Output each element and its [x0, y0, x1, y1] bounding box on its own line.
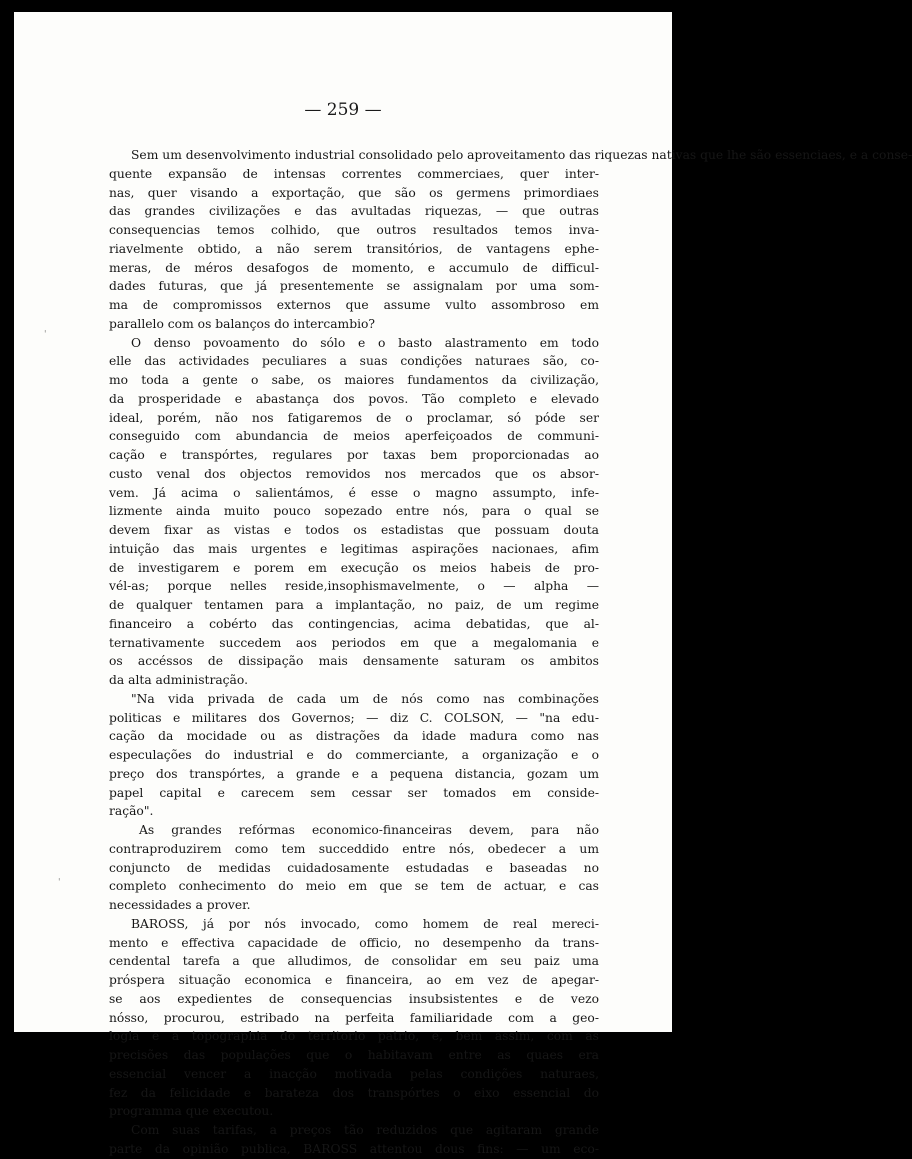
text-line: de qualquer tentamen para a implantação, no paiz, de um regime	[109, 598, 599, 612]
text-line: da alta administração.	[109, 673, 248, 687]
text-line: parte da opinião publica, BAROSS attentou dous fins: — um eco-	[109, 1141, 599, 1156]
text-line: preço dos transpórtes, a grande e a pequena distancia, gozam um	[109, 766, 599, 781]
text-line: parallelo com os balanços do intercambio?	[109, 316, 375, 331]
margin-mark: '	[44, 330, 47, 340]
text-line: conjuncto de medidas cuidadosamente estudadas e baseadas no	[109, 860, 599, 875]
text-line: custo venal dos objectos removidos nos mercados que os absor-	[109, 466, 599, 481]
margin-mark: '	[58, 878, 61, 888]
text-line: essencial vencer a inacção motivada pelas condições naturaes,	[109, 1066, 599, 1081]
text-line: cação e transpórtes, regulares por taxas bem proporcionadas ao	[109, 448, 599, 462]
text-line: especulações do industrial e do commerciante, a organização e o	[109, 748, 599, 762]
text-line: O denso povoamento do sólo e o basto alastramento em todo	[131, 335, 599, 350]
text-line: se aos expedientes de consequencias insubsistentes e de vezo	[109, 991, 599, 1006]
text-line: Com suas tarifas, a preços tão reduzidos que agitaram grande	[131, 1123, 599, 1137]
text-line: das grandes civilizações e das avultadas riquezas, — que outras	[109, 204, 599, 219]
text-line: necessidades a prover.	[109, 898, 251, 912]
text-line: consequencias temos colhido, que outros resultados temos inva-	[109, 223, 599, 237]
text-line: intuição das mais urgentes e legitimas aspirações nacionaes, afim	[109, 541, 599, 556]
text-line: quente expansão de intensas correntes commerciaes, quer inter-	[109, 166, 599, 181]
text-line: programma que executou.	[109, 1104, 274, 1119]
text-line: os accéssos de dissipação mais densamente saturam os ambitos	[109, 654, 599, 669]
text-line: da prosperidade e abastança dos povos. Tão completo e elevado	[109, 391, 599, 406]
text-line: elle das actividades peculiares a suas condições naturaes são, co-	[109, 354, 599, 369]
text-line: ternativamente succedem aos periodos em que a megalomania e	[109, 635, 599, 650]
text-line: As grandes refórmas economico-financeiras devem, para não	[139, 823, 599, 837]
text-line: cação da mocidade ou as distrações da idade madura como nas	[109, 729, 599, 744]
text-line: mento e effectiva capacidade de officio, no desempenho da trans-	[109, 935, 599, 950]
text-line: papel capital e carecem sem cessar ser tomados em conside-	[109, 785, 599, 800]
text-line: "Na vida privada de cada um de nós como nas combinações	[131, 691, 599, 706]
text-line: dades futuras, que já presentemente se assignalam por uma som-	[109, 279, 599, 294]
text-line: devem fixar as vistas e todos os estadistas que possuam douta	[109, 523, 599, 537]
text-line: conseguido com abundancia de meios aperfeiçoados de communi-	[109, 429, 599, 444]
text-line: nósso, procurou, estribado na perfeita familiaridade com a geo-	[109, 1010, 599, 1025]
text-line: ma de compromissos externos que assume vulto assombroso em	[109, 298, 599, 312]
book-page	[14, 12, 912, 1156]
text-line: precisões das populações que o habitavam entre as quaes era	[109, 1048, 599, 1062]
text-line: ração".	[109, 804, 154, 819]
text-line: fez da felicidade e barateza dos transpórtes o eixo essencial do	[109, 1085, 599, 1100]
text-line: completo conhecimento do meio em que se tem de actuar, e cas	[109, 879, 599, 894]
text-line: meras, de méros desafogos de momento, e accumulo de difficul-	[109, 260, 599, 275]
text-line: vem. Já acima o salientámos, é esse o magno assumpto, infe-	[109, 485, 599, 500]
page-number: — 259 —	[304, 100, 382, 120]
text-line: próspera situação economica e financeira, ao em vez de apegar-	[109, 973, 599, 987]
text-line: logia e a topographia do territorio patrio, e, bem assim, com as	[109, 1029, 599, 1044]
text-line: riavelmente obtido, a não serem transitórios, de vantagens ephe-	[109, 241, 599, 256]
text-line: politicas e militares dos Governos; — diz C. COLSON, — "na edu-	[109, 710, 599, 725]
text-line: Sem um desenvolvimento industrial consolidado pelo aproveitamento das riquezas nativas que lhe são essenciaes, e a conse-	[131, 148, 912, 162]
text-line: nas, quer visando a exportação, que são os germens primordiaes	[109, 185, 599, 200]
text-line: lizmente ainda muito pouco sopezado entre nós, para o qual se	[109, 504, 599, 519]
text-line: vél-as; porque nelles reside,insophismavelmente, o — alpha —	[109, 579, 599, 594]
text-line: cendental tarefa a que alludimos, de consolidar em seu paiz uma	[109, 954, 599, 969]
text-line: financeiro a cobérto das contingencias, acima debatidas, que al-	[109, 616, 599, 631]
body-text	[109, 146, 912, 1159]
text-line: mo toda a gente o sabe, os maiores fundamentos da civilização,	[109, 373, 599, 387]
text-line: de investigarem e porem em execução os meios habeis de pro-	[109, 560, 599, 575]
text-line: ideal, porém, não nos fatigaremos de o proclamar, só póde ser	[109, 410, 599, 425]
text-line: contraproduzirem como tem succeddido entre nós, obedecer a um	[109, 841, 599, 856]
text-line: BAROSS, já por nós invocado, como homem de real mereci-	[131, 916, 599, 931]
